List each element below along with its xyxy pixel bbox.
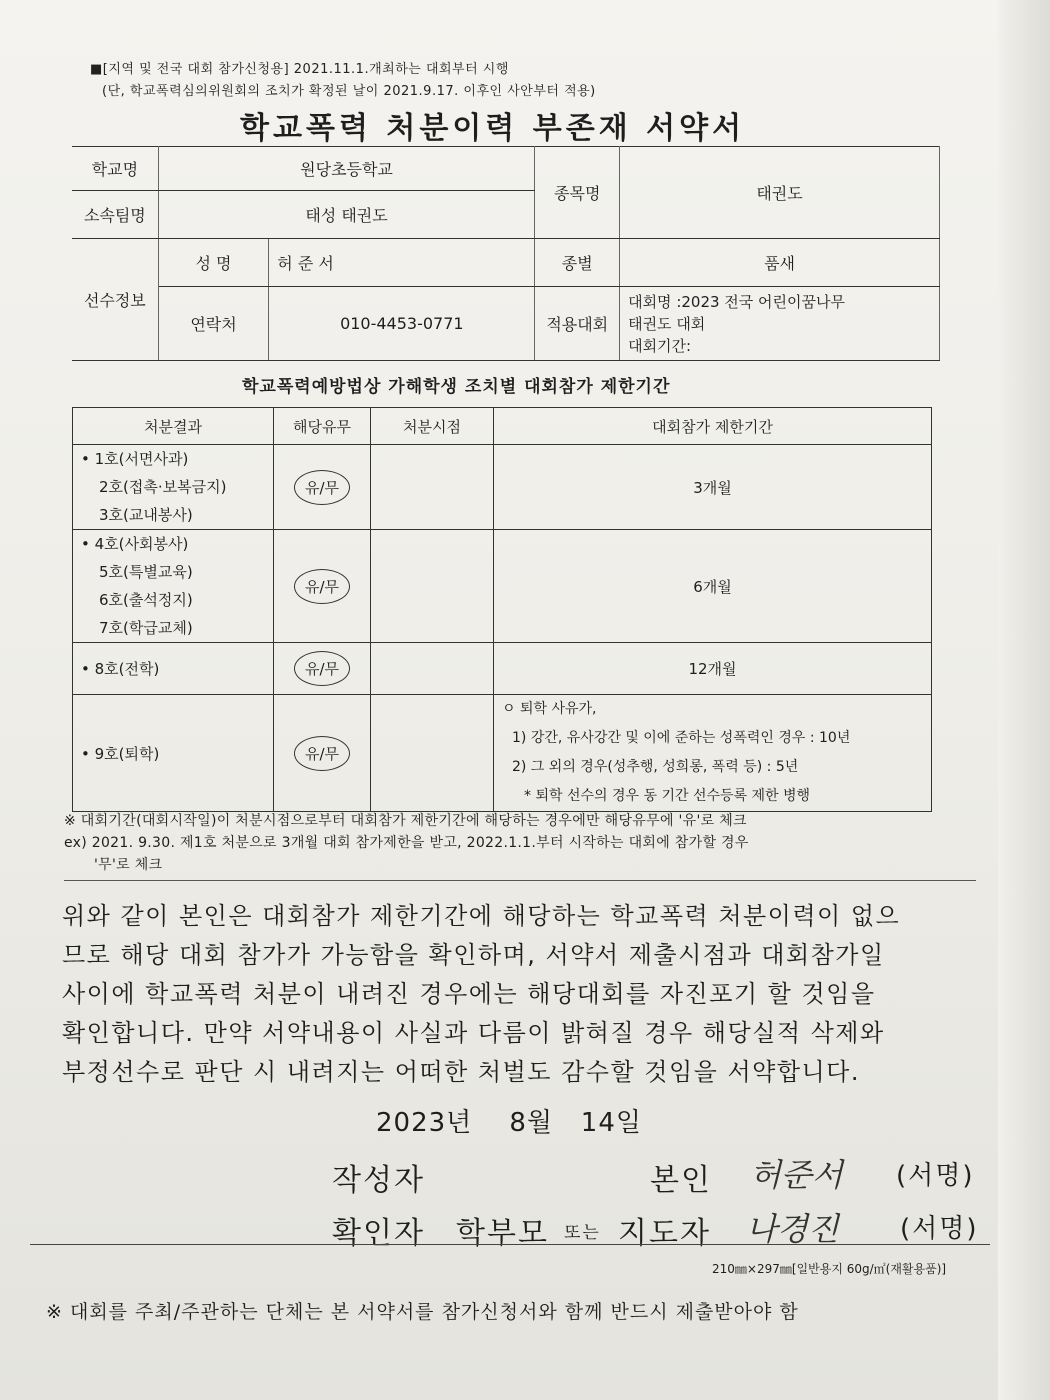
competition-name: 대회명 :2023 전국 어린이꿈나무 [628,292,846,311]
event-label: 종목명 [535,147,620,239]
contact-label: 연락처 [158,287,269,361]
yn-mark: 유/무 [294,470,350,505]
team-value: 태성 태권도 [158,191,535,239]
note-1: ※ 대회기간(대회시작일)이 처분시점으로부터 대회참가 제한기간에 해당하는 경우에만 해당유무에 '유'로 체크 [64,813,747,829]
yn-mark: 유/무 [294,651,350,686]
author-label: 작성자 [332,1163,425,1198]
pledge-line: 므로 해당 대회 참가가 가능함을 확인하며, 서약서 제출시점과 대회참가일 [62,941,885,969]
result-9: • 9호(퇴학) [73,695,274,812]
disposition-time [371,695,494,812]
team-label: 소속팀명 [72,191,158,239]
seal-2: (서명) [900,1214,979,1244]
header-time: 처분시점 [371,408,494,445]
paper-spec: 210㎜×297㎜[일반용지 60g/㎡(재활용품)] [712,1262,947,1276]
result-6: 6호(출석정지) [99,591,193,609]
result-4: • 4호(사회봉사) [81,535,189,553]
pledge-line: 확인합니다. 만약 서약내용이 사실과 다름이 밝혀질 경우 해당실적 삭제와 [62,1019,885,1047]
pledge-line: 부정선수로 판단 시 내려지는 어떠한 처벌도 감수할 것임을 서약합니다. [62,1058,860,1086]
expulsion-case-2: 2) 그 외의 경우(성추행, 성희롱, 폭력 등) : 5년 [512,759,799,775]
contact-value: 010-4453-0771 [269,287,535,361]
period-value: 6개월 [494,530,932,643]
table-row [73,445,932,530]
header-period: 대회참가 제한기간 [494,408,932,445]
disposition-time [371,643,494,695]
disposition-time [371,445,494,530]
parent-label: 학부모 [456,1216,549,1251]
self-label: 본인 [650,1163,712,1198]
result-1: • 1호(서면사과) [81,450,189,468]
table-row [73,643,932,695]
disposition-time [371,530,494,643]
divider [64,880,976,881]
competition-period: 대회기간: [628,336,692,355]
pledge-date: 2023년 8월 14일 [376,1108,642,1138]
note-3: '무'로 체크 [94,857,163,873]
bottom-divider [30,1244,990,1245]
table-row [73,530,932,643]
or-label: 또는 [564,1223,601,1243]
restriction-table [72,407,932,812]
athlete-label: 선수정보 [72,239,158,361]
competition-label: 적용대회 [535,287,620,361]
pledge-line: 위와 같이 본인은 대회참가 제한기간에 해당하는 학교폭력 처분이력이 없으 [62,902,901,930]
result-8: • 8호(전학) [73,643,274,695]
result-7: 7호(학급교체) [99,619,193,637]
footer-note: ※ 대회를 주최/주관하는 단체는 본 서약서를 참가신청서와 함께 반드시 제출받아야 함 [46,1301,799,1323]
school-value: 원당초등학교 [158,147,535,191]
name-value: 허 준 서 [269,239,535,287]
coach-label: 지도자 [618,1216,711,1251]
coach-signature: 나경진 [746,1210,839,1248]
document-title: 학교폭력 처분이력 부존재 서약서 [240,111,746,146]
result-5: 5호(특별교육) [99,563,193,581]
period-value: 3개월 [494,445,932,530]
seal-1: (서명) [896,1161,975,1191]
note-2: ex) 2021. 9.30. 제1호 처분으로 3개월 대회 참가제한을 받고, 2022.1.1.부터 시작하는 대회에 참가할 경우 [64,835,749,851]
category-label: 종별 [535,239,620,287]
info-table [72,146,940,361]
pledge-line: 사이에 학교폭력 처분이 내려진 경우에는 해당대회를 자진포기 할 것임을 [62,980,876,1008]
yn-mark: 유/무 [294,569,350,604]
header-result: 처분결과 [73,408,274,445]
table-row [73,695,932,812]
header-line-2: (단, 학교폭력심의위원회의 조치가 확정된 날이 2021.9.17. 이후인 사안부터 적용) [102,84,596,99]
expulsion-case-1: 1) 강간, 유사강간 및 이에 준하는 성폭력인 경우 : 10년 [512,730,851,746]
verifier-label: 확인자 [332,1216,425,1251]
page-edge [998,0,1050,1400]
restriction-subtitle: 학교폭력예방법상 가해학생 조치별 대회참가 제한기간 [242,377,671,397]
school-label: 학교명 [72,147,158,191]
expulsion-note: * 퇴학 선수의 경우 동 기간 선수등록 제한 병행 [524,788,811,804]
category-value: 품새 [620,239,940,287]
header-applicable: 해당유무 [274,408,371,445]
competition-name-2: 태권도 대회 [628,314,706,333]
yn-mark: 유/무 [294,736,350,771]
event-value: 태권도 [620,147,940,239]
name-label: 성 명 [158,239,269,287]
result-2: 2호(접촉·보복금지) [99,478,227,496]
expulsion-reason: ㅇ 퇴학 사유가, [502,701,597,717]
header-line-1: ■[지역 및 전국 대회 참가신청용] 2021.11.1.개최하는 대회부터 시행 [90,62,509,77]
result-3: 3호(교내봉사) [99,506,193,524]
period-value: 12개월 [494,643,932,695]
self-signature: 허준서 [750,1156,843,1194]
